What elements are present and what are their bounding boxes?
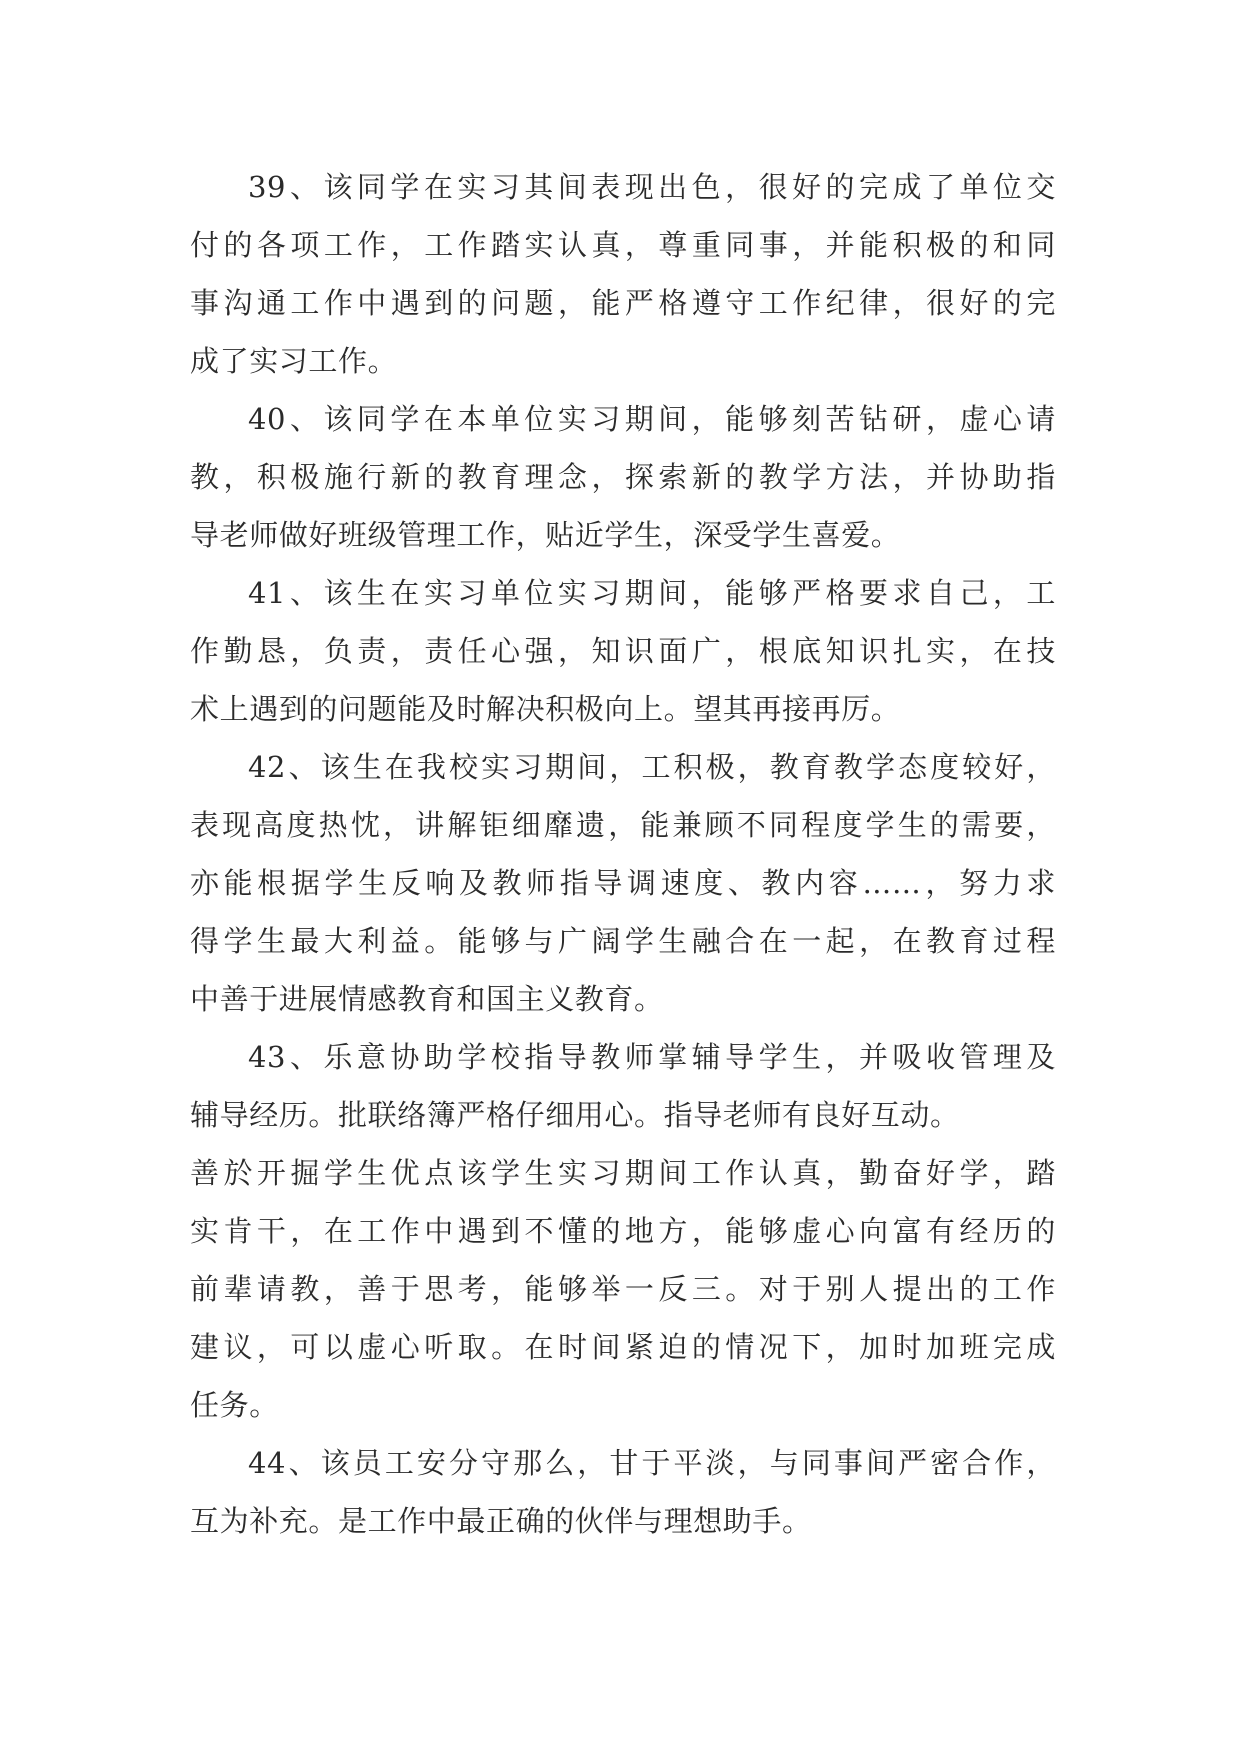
paragraph-line: 善於开掘学生优点该学生实习期间工作认真，勤奋好学，踏 [190, 1156, 1056, 1190]
paragraph-line: 39、该同学在实习其间表现出色，很好的完成了单位交 [248, 170, 1056, 204]
paragraph-line: 实肯干，在工作中遇到不懂的地方，能够虚心向富有经历的 [190, 1214, 1056, 1248]
paragraph-line: 44、该员工安分守那么，甘于平淡，与同事间严密合作， [248, 1446, 1056, 1480]
paragraph-line: 术上遇到的问题能及时解决积极向上。望其再接再厉。 [190, 692, 901, 726]
paragraph-line: 辅导经历。批联络簿严格仔细用心。指导老师有良好互动。 [190, 1098, 960, 1132]
paragraph-line: 建议，可以虚心听取。在时间紧迫的情况下，加时加班完成 [190, 1330, 1056, 1364]
paragraph-line: 导老师做好班级管理工作，贴近学生，深受学生喜爱。 [190, 518, 901, 552]
paragraph-44 [190, 1434, 1056, 1550]
paragraph-line: 教，积极施行新的教育理念，探索新的教学方法，并协助指 [190, 460, 1056, 494]
paragraph-line: 成了实习工作。 [190, 344, 398, 378]
paragraph-line: 事沟通工作中遇到的问题，能严格遵守工作纪律，很好的完 [190, 286, 1056, 320]
paragraph-41 [190, 564, 1056, 738]
paragraph-line: 43、乐意协助学校指导教师掌辅导学生，并吸收管理及 [248, 1040, 1056, 1074]
paragraph-line: 互为补充。是工作中最正确的伙伴与理想助手。 [190, 1504, 812, 1538]
paragraph-line: 亦能根据学生反响及教师指导调速度、教内容……，努力求 [190, 866, 1056, 900]
paragraph-line: 42、该生在我校实习期间，工积极，教育教学态度较好， [248, 750, 1056, 784]
paragraph-line: 前辈请教，善于思考，能够举一反三。对于别人提出的工作 [190, 1272, 1056, 1306]
paragraph-line: 任务。 [190, 1388, 279, 1422]
paragraph-line: 作勤恳，负责，责任心强，知识面广，根底知识扎实，在技 [190, 634, 1056, 668]
paragraph-42 [190, 738, 1056, 1028]
document-body [190, 158, 1056, 1550]
paragraph-line: 表现高度热忱，讲解钜细靡遗，能兼顾不同程度学生的需要， [190, 808, 1056, 842]
paragraph-39 [190, 158, 1056, 390]
paragraph-line: 41、该生在实习单位实习期间，能够严格要求自己，工 [248, 576, 1056, 610]
paragraph-40 [190, 390, 1056, 564]
paragraph-line: 得学生最大利益。能够与广阔学生融合在一起，在教育过程 [190, 924, 1056, 958]
paragraph-line: 40、该同学在本单位实习期间，能够刻苦钻研，虚心请 [248, 402, 1056, 436]
paragraph-line: 付的各项工作，工作踏实认真，尊重同事，并能积极的和同 [190, 228, 1056, 262]
paragraph-line: 中善于进展情感教育和国主义教育。 [190, 982, 664, 1016]
paragraph-43 [190, 1028, 1056, 1434]
